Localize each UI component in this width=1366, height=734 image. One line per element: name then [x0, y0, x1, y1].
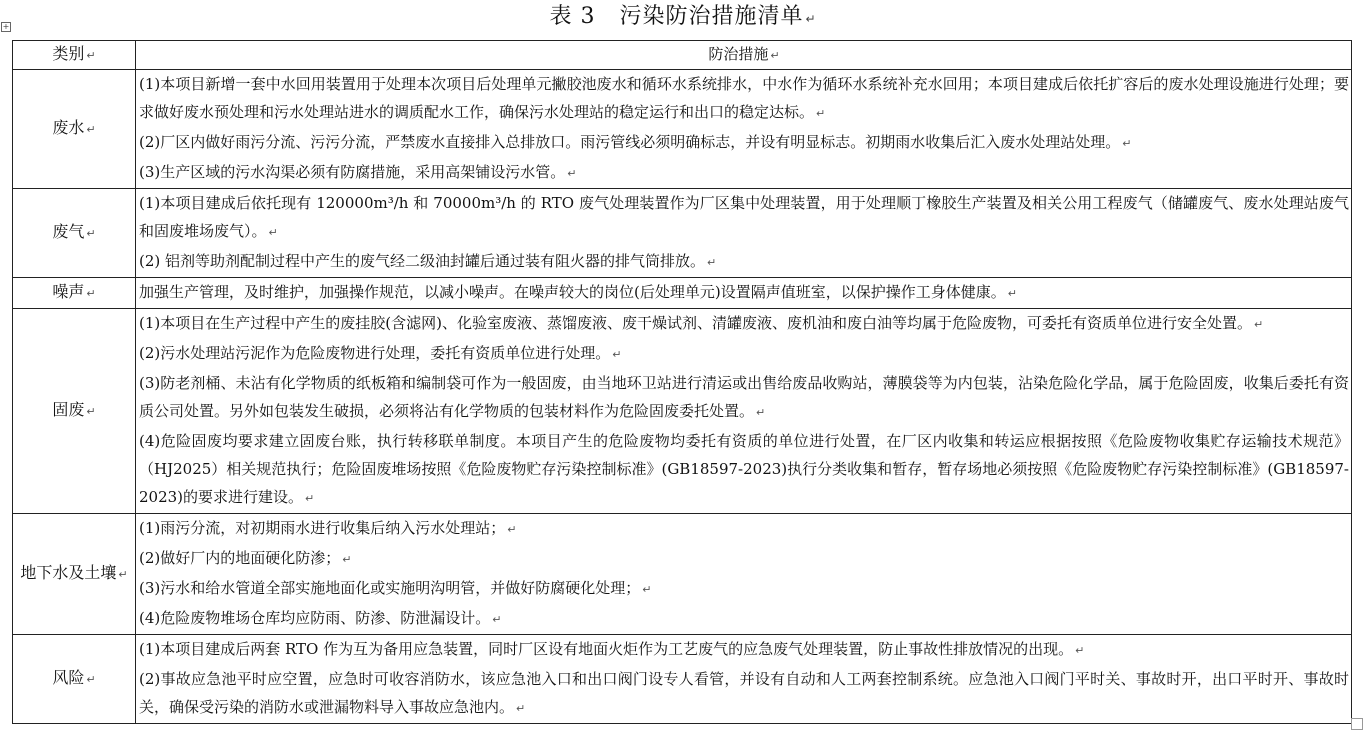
header-measures-cell — [136, 41, 1352, 70]
measure-text: (1)雨污分流，对初期雨水进行收集后纳入污水处理站； — [139, 519, 506, 537]
category-cell — [13, 514, 136, 635]
measure-text: 加强生产管理，及时维护，加强操作规范，以减小噪声。在噪声较大的岗位(后处理单元)设置隔声值班室，以保护操作工身体健康。 — [139, 283, 1006, 301]
measure-text: (3)污水和给水管道全部实施地面化或实施明沟明管，并做好防腐硬化处理； — [139, 579, 641, 597]
table-label: 表 3 — [549, 4, 596, 29]
category-label: 废气 — [52, 222, 85, 241]
category-cell — [13, 309, 136, 514]
table-row-wastewater — [13, 70, 1352, 189]
paragraph-mark-icon: ↵ — [756, 406, 766, 419]
paragraph-mark-icon: ↵ — [268, 226, 278, 239]
paragraph-mark-icon: ↵ — [1007, 287, 1017, 300]
paragraph-mark-icon: ↵ — [805, 12, 817, 26]
measure-text: (4)危险废物堆场仓库均应防雨、防渗、防泄漏设计。 — [139, 609, 491, 627]
measures-cell — [136, 70, 1352, 189]
paragraph-mark-icon: ↵ — [1075, 644, 1085, 657]
paragraph-mark-icon: ↵ — [516, 702, 526, 715]
category-cell — [13, 278, 136, 309]
category-cell — [13, 635, 136, 724]
paragraph-mark-icon: ↵ — [118, 568, 128, 581]
category-label: 地下水及土壤 — [20, 563, 117, 582]
measure-text: (2) 铝剂等助剂配制过程中产生的废气经二级油封罐后通过装有阻火器的排气筒排放。 — [139, 252, 706, 270]
measure-paragraph — [139, 278, 1349, 308]
paragraph-mark-icon: ↵ — [86, 405, 96, 418]
category-label: 固废 — [52, 400, 85, 419]
measure-text: (3)防老剂桶、未沾有化学物质的纸板箱和编制袋可作为一般固废，由当地环卫站进行清运或出售给废品收购站，薄膜袋等为内包装，沾染危险化学品，属于危险固废，收集后委托有资质公司处置。另外如包装发生破损，必须将沾有化学物质的包装材料作为危险固废委托处置。 — [139, 374, 1349, 420]
paragraph-mark-icon: ↵ — [86, 227, 96, 240]
measure-paragraph — [139, 635, 1349, 665]
header-category: 类别 — [52, 44, 85, 63]
measure-text: (4)危险固废均要求建立固废台账，执行转移联单制度。本项目产生的危险废物均委托有资质的单位进行处置，在厂区内收集和转运应根据按照《危险废物收集贮存运输技术规范》（HJ2025）相关规范执行；危险固废堆场按照《危险废物贮存污染控制标准》(GB18597-2023)执行分类收集和暂存，暂存场地必须按照《危险废物贮存污染控制标准》(GB18597-2023)的要求进行建设。 — [139, 432, 1349, 506]
measure-paragraph — [139, 309, 1349, 339]
measure-paragraph — [139, 189, 1349, 247]
header-category-cell — [13, 41, 136, 70]
measure-paragraph — [139, 544, 1349, 574]
measure-paragraph — [139, 665, 1349, 723]
page-title — [0, 2, 1366, 34]
measures-cell — [136, 635, 1352, 724]
measure-paragraph — [139, 70, 1349, 128]
paragraph-mark-icon: ↵ — [770, 49, 780, 62]
table-row-noise — [13, 278, 1352, 309]
table-row-groundwater-soil — [13, 514, 1352, 635]
paragraph-mark-icon: ↵ — [612, 348, 622, 361]
paragraph-mark-icon: ↵ — [1122, 137, 1132, 150]
paragraph-mark-icon: ↵ — [492, 613, 502, 626]
measure-paragraph — [139, 427, 1349, 513]
paragraph-mark-icon: ↵ — [507, 523, 517, 536]
paragraph-mark-icon: ↵ — [342, 553, 352, 566]
table-row-solid-waste — [13, 309, 1352, 514]
measures-cell — [136, 189, 1352, 278]
paragraph-mark-icon: ↵ — [86, 287, 96, 300]
category-label: 噪声 — [52, 282, 85, 301]
measure-paragraph — [139, 369, 1349, 427]
paragraph-mark-icon: ↵ — [642, 583, 652, 596]
measure-text: (2)厂区内做好雨污分流、污污分流，严禁废水直接排入总排放口。雨污管线必须明确标志，并设有明显标志。初期雨水收集后汇入废水处理站处理。 — [139, 133, 1121, 151]
category-cell — [13, 189, 136, 278]
measure-text: (1)本项目新增一套中水回用装置用于处理本次项目后处理单元撇胶池废水和循环水系统排水，中水作为循环水系统补充水回用；本项目建成后依托扩容后的废水处理设施进行处理；要求做好废水预处理和污水处理站进水的调质配水工作，确保污水处理站的稳定运行和出口的稳定达标。 — [139, 75, 1349, 121]
measure-paragraph — [139, 158, 1349, 188]
paragraph-mark-icon: ↵ — [1253, 318, 1264, 331]
paragraph-mark-icon: ↵ — [86, 123, 96, 136]
measure-paragraph — [139, 514, 1349, 544]
category-label: 废水 — [52, 118, 85, 137]
measure-paragraph — [139, 339, 1349, 369]
measure-text: (1)本项目在生产过程中产生的废挂胶(含滤网)、化验室废液、蒸馏废液、废干燥试剂、清罐废液、废机油和废白油等均属于危险废物，可委托有资质单位进行安全处置。 — [139, 314, 1252, 332]
paragraph-mark-icon: ↵ — [86, 49, 96, 62]
table-row-risk — [13, 635, 1352, 724]
table-header-row — [13, 41, 1352, 70]
header-measures: 防治措施 — [708, 45, 769, 63]
measure-paragraph — [139, 604, 1349, 634]
measure-text: (1)本项目建成后两套 RTO 作为互为备用应急装置，同时厂区设有地面火炬作为工艺废气的应急废气处理装置，防止事故性排放情况的出现。 — [139, 640, 1074, 658]
measures-cell — [136, 309, 1352, 514]
measure-paragraph — [139, 574, 1349, 604]
measure-paragraph — [139, 247, 1349, 277]
table-resize-handle-icon[interactable] — [1351, 718, 1363, 730]
measure-text: (2)做好厂内的地面硬化防渗； — [139, 549, 341, 567]
paragraph-mark-icon: ↵ — [816, 107, 826, 120]
measure-text: (3)生产区域的污水沟渠必须有防腐措施，采用高架铺设污水管。 — [139, 163, 566, 181]
table-move-handle-icon[interactable]: + — [2, 22, 10, 31]
table-row-waste-gas — [13, 189, 1352, 278]
paragraph-mark-icon: ↵ — [305, 492, 315, 505]
measure-text: (2)事故应急池平时应空置，应急时可收容消防水，该应急池入口和出口阀门设专人看管，并设有自动和人工两套控制系统。应急池入口阀门平时关、事故时开，出口平时开、事故时关，确保受污染的消防水或泄漏物料导入事故应急池内。 — [139, 670, 1349, 716]
measure-paragraph — [139, 128, 1349, 158]
category-label: 风险 — [52, 668, 85, 687]
measures-cell — [136, 514, 1352, 635]
table-title: 污染防治措施清单 — [619, 4, 804, 29]
category-cell — [13, 70, 136, 189]
paragraph-mark-icon: ↵ — [86, 673, 96, 686]
measure-text: (2)污水处理站污泥作为危险废物进行处理，委托有资质单位进行处理。 — [139, 344, 611, 362]
measure-text: (1)本项目建成后依托现有 120000m³/h 和 70000m³/h 的 RTO 废气处理装置作为厂区集中处理装置，用于处理顺丁橡胶生产装置及相关公用工程废气（储罐废气、废水处理站废气和固废堆场废气）。 — [139, 194, 1349, 240]
pollution-measures-table — [12, 40, 1352, 724]
paragraph-mark-icon: ↵ — [707, 256, 717, 269]
paragraph-mark-icon: ↵ — [567, 167, 577, 180]
measures-cell — [136, 278, 1352, 309]
